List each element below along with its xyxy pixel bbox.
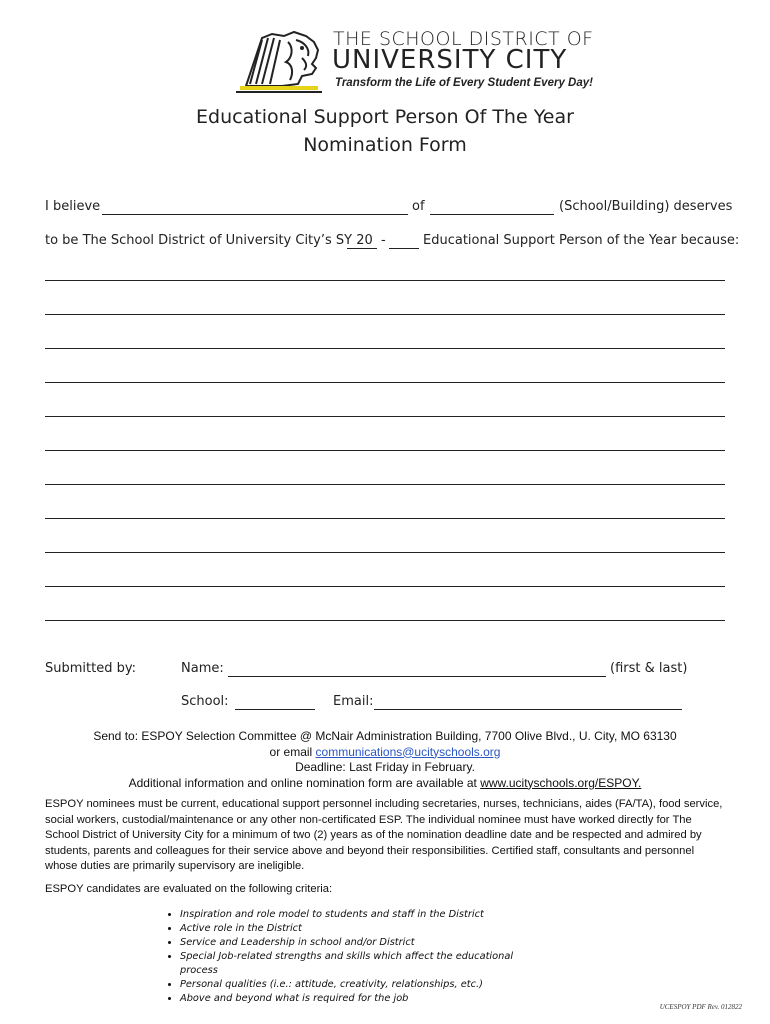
additional-info-line [0,776,770,792]
response-line[interactable] [45,518,725,519]
response-line[interactable] [45,586,725,587]
name-label: Name: [181,661,224,676]
response-line[interactable] [45,382,725,383]
list-item: • Personal qualities (i.e.: attitude, creativity, relationships, etc.) [180,978,540,992]
sy-statement-prefix: to be The School District of University City’s SY 20 [45,233,373,248]
eligibility-paragraph: ESPOY nominees must be current, educational support personnel including secretaries, nurses, technicians, aides (FA/TA), food service, social workers, custodial/maintenance or any other non-certificated ESP. The individual nominee must have worked directly for The School District of University City for a minimum of two (2) years as of the nomination deadline date and be respected and admired by students, parents and colleagues for their service above and beyond their responsibilities. Certified staff, consultants and personnel whose duties are primarily supervisory are ineligible. [45,798,723,872]
response-line[interactable] [45,416,725,417]
submitter-school-field[interactable] [235,709,315,710]
send-to-line: Send to: ESPOY Selection Committee @ McNair Administration Building, 7700 Olive Blvd., U. City, MO 63130 [93,729,677,743]
criteria-list [160,908,540,1006]
sy-statement-suffix: Educational Support Person of the Year because: [423,233,740,248]
list-item: • Above and beyond what is required for the job [180,992,540,1006]
response-line[interactable] [45,348,725,349]
sy-start-year-field[interactable] [347,248,377,249]
email-link[interactable]: communications@ucityschools.org [315,744,501,759]
lion-logo-icon [232,28,324,94]
district-name-line2: UNIVERSITY CITY [332,45,568,75]
criteria-intro: ESPOY candidates are evaluated on the following criteria: [45,883,333,895]
or-email-line [0,745,770,761]
response-line[interactable] [45,280,725,281]
submitted-by-label: Submitted by: [45,661,136,676]
list-item: • Inspiration and role model to students and staff in the District [180,908,540,922]
list-item: • Active role in the District [180,922,540,936]
form-subtitle: Nomination Form [303,134,467,156]
submitter-email-field[interactable] [374,709,682,710]
school-building-field[interactable] [430,214,554,215]
district-tagline: Transform the Life of Every Student Every Day! [335,77,593,89]
list-item: • Service and Leadership in school and/or District [180,936,540,950]
submitter-name-field[interactable] [228,676,606,677]
school-label: School: [181,694,229,709]
response-line[interactable] [45,314,725,315]
i-believe-label: I believe [45,199,101,214]
school-building-deserves-label: (School/Building) deserves [559,199,733,214]
additional-info-text: Additional information and online nomination form are available at [128,775,477,790]
sy-dash: - [381,233,386,248]
revision-code: UCESPOY PDF Rev. 012822 [659,1003,742,1011]
response-line[interactable] [45,484,725,485]
send-to-block [0,729,770,791]
response-line[interactable] [45,620,725,621]
espoy-url-link[interactable]: www.ucityschools.org/ESPOY. [480,775,642,790]
response-line[interactable] [45,552,725,553]
of-label: of [412,199,425,214]
deadline-line: Deadline: Last Friday in February. [295,760,475,774]
sy-end-year-field[interactable] [389,248,419,249]
name-hint: (first & last) [610,661,688,676]
or-email-label: or email [269,744,313,759]
response-line[interactable] [45,450,725,451]
district-name-line1: THE SCHOOL DISTRICT OF [333,28,594,50]
form-title: Educational Support Person Of The Year [196,106,574,128]
email-label: Email: [333,694,374,709]
nominee-name-field[interactable] [102,214,408,215]
list-item: • Special Job-related strengths and skills which affect the educational process [180,950,540,978]
